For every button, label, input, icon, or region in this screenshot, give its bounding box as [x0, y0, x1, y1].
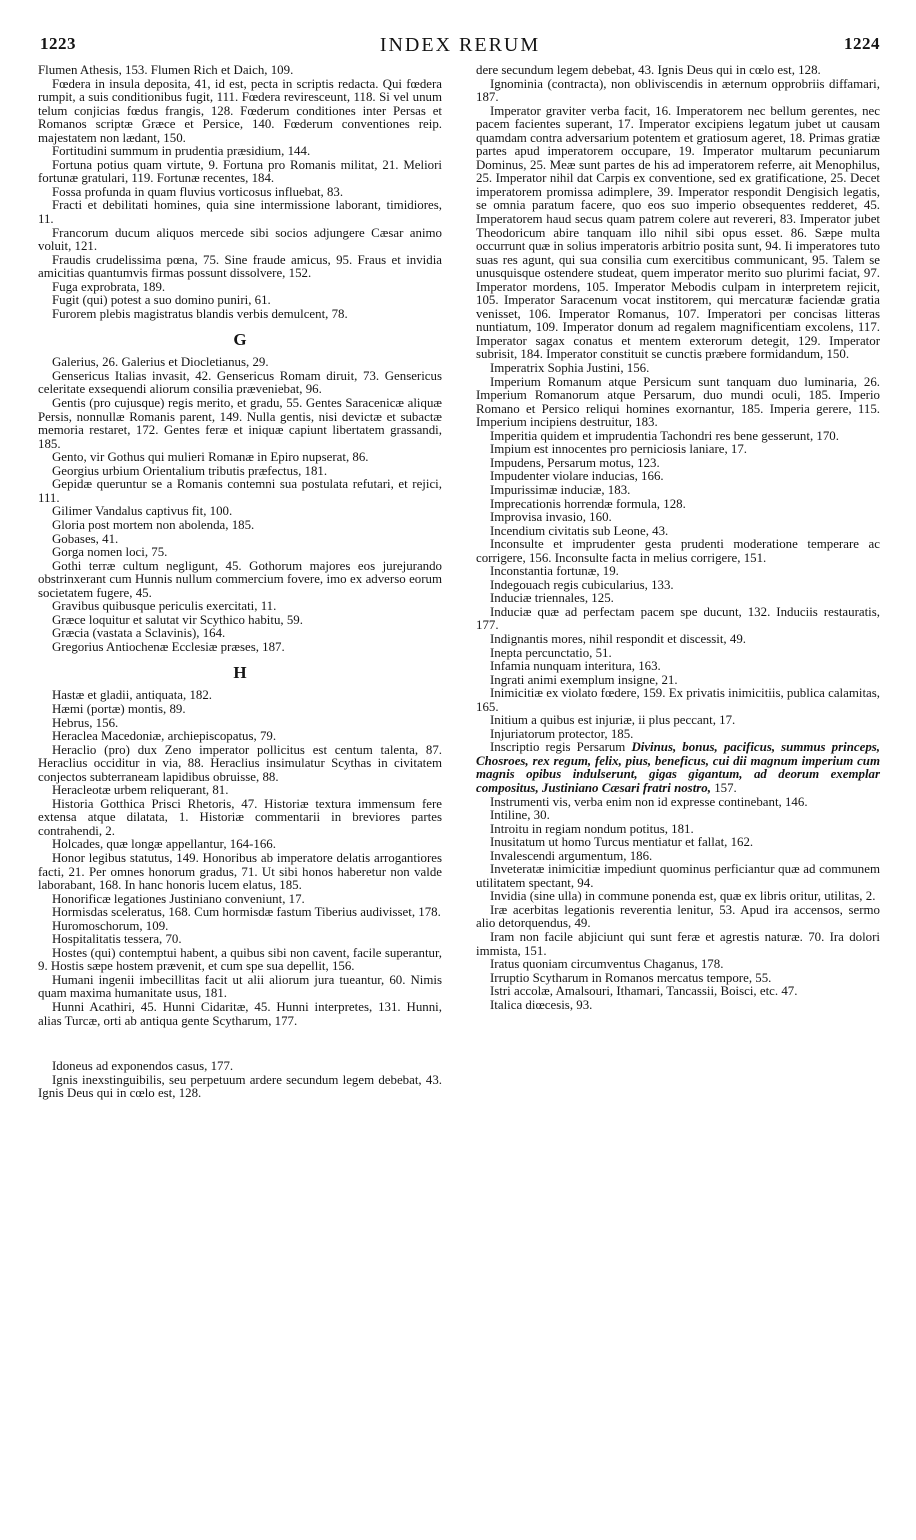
- index-entry: Invalescendi argumentum, 186.: [490, 848, 653, 863]
- index-entry: Hostes (qui) contemptui habent, a quibus sibi non cavent, facile superantur, 9. Hostis sæpe hostem prævenit, et cum spe sua depellit, 156.: [38, 945, 442, 974]
- index-entry: Holcades, quæ longæ appellantur, 164-166.: [52, 837, 276, 852]
- index-entry: Iræ acerbitas legationis reverentia lenitur, 53. Apud ira accensos, sermo alio detorquendus, 49.: [476, 902, 880, 931]
- index-entry: Imprecationis horrendæ formula, 128.: [490, 496, 686, 511]
- index-entry: Honorificæ legationes Justiniano conveniunt, 17.: [52, 891, 305, 906]
- index-entry: Incendium civitatis sub Leone, 43.: [490, 523, 669, 538]
- left-column: [38, 64, 442, 1101]
- index-entry: Hæmi (portæ) montis, 89.: [52, 701, 186, 716]
- index-entry: Inveteratæ inimicitiæ impediunt quominus perficiantur quæ ad communem utilitatem spectant, 94.: [476, 862, 880, 890]
- f-entries: [38, 64, 442, 321]
- index-entry: Ignominia (contracta), non obliviscendis in æternum opprobriis diffamari, 187.: [476, 76, 880, 105]
- index-entry: Fortuna potius quam virtute, 9. Fortuna pro Romanis militat, 21. Meliori fortunæ gratulari, 119. Fortunæ recentes, 184.: [38, 157, 442, 186]
- page-header: [40, 34, 880, 60]
- index-entry: Heraclea Macedoniæ, archiepiscopatus, 79.: [52, 729, 277, 744]
- index-entry: Heracleotæ urbem reliquerant, 81.: [52, 783, 229, 798]
- index-entry: Hebrus, 156.: [52, 715, 119, 730]
- index-entry: Flumen Athesis, 153. Flumen Rich et Daich, 109.: [38, 63, 294, 77]
- index-entry: Introitu in regiam nondum potitus, 181.: [490, 821, 694, 836]
- inscriptio-italic: Divinus, bonus, pacificus, summus princeps, Chosroes, rex regum, felix, pius, beneficus, cui dii magnum imperium cum magnis opibus indulserunt, gigas gigantum, ad deorum exemplar compositus, Justiniano Cæsari fratri nostro,: [476, 740, 881, 795]
- index-entry: Hormisdas sceleratus, 168. Cum hormisdæ fastum Tiberius audivisset, 178.: [52, 905, 441, 920]
- index-entry: Gregorius Antiochenæ Ecclesiæ præses, 187.: [52, 639, 285, 654]
- index-entry: Intiline, 30.: [490, 808, 550, 823]
- index-entry: Græcia (vastata a Sclavinis), 164.: [52, 626, 226, 641]
- index-entry: Italica diœcesis, 93.: [490, 997, 593, 1012]
- index-entry: Indignantis mores, nihil respondit et discessit, 49.: [490, 631, 746, 646]
- index-entry: Impudens, Persarum motus, 123.: [490, 455, 660, 470]
- index-entry: Georgius urbium Orientalium tributis præfectus, 181.: [52, 463, 328, 478]
- index-entry: Irruptio Scytharum in Romanos mercatus tempore, 55.: [490, 970, 772, 985]
- index-entry: Invidia (sine ulla) in commune ponenda est, quæ ex libris oritur, utilitas, 2.: [490, 889, 876, 904]
- index-entry: Iratus quoniam circumventus Chaganus, 178.: [490, 957, 724, 972]
- section-heading-h: H: [233, 663, 247, 683]
- index-entry: Impurissimæ induciæ, 183.: [490, 482, 631, 497]
- left-page-number: 1223: [40, 34, 76, 53]
- index-entry: Fracti et debilitati homines, quia sine intermissione laborant, timidiores, 11.: [38, 198, 442, 227]
- index-entry: Fraudis crudelissima pœna, 75. Sine fraude amicus, 95. Fraus et invidia amicitias quantumvis firmas possunt dissolvere, 152.: [38, 252, 442, 281]
- i-entries-start: [38, 1060, 442, 1101]
- index-entry: Impudenter violare inducias, 166.: [490, 469, 664, 484]
- index-entry: Istri accolæ, Amalsouri, Ithamari, Tancassii, Boisci, etc. 47.: [490, 984, 798, 999]
- index-entry: Fugit (qui) potest a suo domino puniri, 61.: [52, 293, 271, 308]
- inscriptio-entry: [476, 741, 880, 795]
- index-entry: Instrumenti vis, verba enim non id expresse continebant, 146.: [490, 794, 808, 809]
- index-entry: Improvisa invasio, 160.: [490, 510, 612, 525]
- index-entry: Gobases, 41.: [52, 531, 119, 546]
- continued-entry: dere secundum legem debebat, 43. Ignis Deus qui in cœlo est, 128.: [476, 63, 821, 77]
- page-title: INDEX RERUM: [379, 34, 541, 56]
- index-entry: Imperium Romanum atque Persicum sunt tanquam duo luminaria, 26. Imperium Romanorum atque Persarum, duo mundi oculi, 185. Imperio Romano et Persico reliqui homines exornantur, 185. Imperia gerere, 115. Imperium incipiens destruitur, 183.: [476, 374, 880, 430]
- index-entry: Ignis inexstinguibilis, seu perpetuum ardere secundum legem debebat, 43. Ignis Deus qui in cœlo est, 128.: [38, 1072, 442, 1101]
- index-entry: Fuga exprobrata, 189.: [52, 279, 166, 294]
- index-entry: Honor legibus statutus, 149. Honoribus ab imperatore delatis arrogantiores facti, 21. Per omnes honorum gradus, 71. Ut sibi honos haberetur non valde laborabant, 168. In hanc honoris lucem elatus, 185.: [38, 850, 442, 893]
- index-entry: Furorem plebis magistratus blandis verbis demulcent, 78.: [52, 306, 348, 321]
- inscriptio-page: 157.: [714, 780, 737, 795]
- index-entry: Hastæ et gladii, antiquata, 182.: [52, 688, 213, 703]
- index-entry: Iram non facile abjiciunt qui sunt feræ et agrestis naturæ. 70. Ira dolori immista, 151.: [476, 930, 880, 958]
- index-entry: Fœdera in insula deposita, 41, id est, pecta in scriptis redacta. Qui fœdera rumpit, a suis conditionibus fugit, 111. Fœdera reviresceunt, 118. Si vel unum telum conjicias fœdus frangis, 128. Fœderum conditiones inter Persas et Romanos scriptæ Græce et Persice, 140. Fœderum conventiones reip. majestatem non lædant, 150.: [38, 76, 442, 145]
- index-entry: Humani ingenii imbecillitas facit ut alii aliorum jura tueantur, 60. Nimis quam maxima humanitate usus, 181.: [38, 972, 442, 1001]
- index-entry: Inusitatum ut homo Turcus mentiatur et fallat, 162.: [490, 835, 754, 850]
- index-entry: Infamia nunquam interitura, 163.: [490, 659, 661, 674]
- index-entry: Idoneus ad exponendos casus, 177.: [52, 1059, 234, 1074]
- index-entry: Imperitia quidem et imprudentia Tachondri res bene gesserunt, 170.: [490, 428, 839, 443]
- index-entry: Græce loquitur et salutat vir Scythico habitu, 59.: [52, 612, 303, 627]
- index-entry: Initium a quibus est injuriæ, ii plus peccant, 17.: [490, 713, 736, 728]
- index-entry: Gothi terræ cultum negligunt, 45. Gothorum majores eos jurejurando obstrinxerant cum Hunnis nullum commercium fovere, imo ex adverso eorum societatem fugere, 45.: [38, 558, 442, 600]
- index-entry: Heraclio (pro) dux Zeno imperator pollicitus est centum talenta, 87. Heraclius occiditur in via, 88. Heraclius insimulatur Scythas in civitatem conjectos subterraneam lapidibus obruisse, 88.: [38, 742, 442, 784]
- index-entry: Ingrati animi exemplum insigne, 21.: [490, 672, 678, 687]
- index-entry: Inconstantia fortunæ, 19.: [490, 564, 619, 579]
- index-entry: Impium est innocentes pro perniciosis laniare, 17.: [490, 442, 748, 457]
- index-entry: Gloria post mortem non abolenda, 185.: [52, 517, 255, 532]
- index-entry: Hospitalitatis tessera, 70.: [52, 932, 182, 947]
- index-entry: Induciæ quæ ad perfectam pacem spe ducunt, 132. Induciis restauratis, 177.: [476, 604, 880, 633]
- g-entries: [38, 356, 442, 654]
- index-entry: Gilimer Vandalus captivus fit, 100.: [52, 504, 233, 519]
- index-entry: Gravibus quibusque periculis exercitati, 11.: [52, 599, 277, 614]
- inscriptio-lead: Inscriptio regis Persarum: [490, 740, 626, 755]
- section-heading-g: G: [233, 330, 247, 350]
- index-entry: Galerius, 26. Galerius et Diocletianus, 29.: [52, 355, 269, 370]
- column-gap: [38, 1028, 442, 1060]
- index-entry: Francorum ducum aliquos mercede sibi socios adjungere Cæsar animo voluit, 121.: [38, 225, 442, 254]
- index-entry: Fortitudini summum in prudentia præsidium, 144.: [52, 144, 311, 159]
- index-entry: Gepidæ queruntur se a Romanis contemni sua postulata refutari, et rejici, 111.: [38, 477, 442, 505]
- index-entry: Inconsulte et imprudenter gesta prudenti moderatione temperare ac corrigere, 156. Inconsulte facta in melius corrigere, 151.: [476, 537, 880, 565]
- index-entry: Indegouach regis cubicularius, 133.: [490, 577, 674, 592]
- right-column: [476, 64, 880, 1012]
- h-entries: [38, 689, 442, 1028]
- index-entry: Gentis (pro cujusque) regis merito, et gradu, 55. Gentes Saracenicæ aliquæ Persis, nonnullæ Romanis parent, 149. Nulla gentis, nisi devictæ et subactæ memoria restaret, 172. Gentes feræ et iniquæ capiunt libertatem grassandi, 185.: [38, 396, 442, 451]
- index-entry: Fossa profunda in quam fluvius vorticosus influebat, 83.: [52, 184, 344, 199]
- index-entry: Inepta percunctatio, 51.: [490, 645, 612, 660]
- index-entry: Gensericus Italias invasit, 42. Gensericus Romam diruit, 73. Gensericus celeritate exsequendi aliorum consilia præveniebat, 96.: [38, 368, 442, 397]
- index-entry: Gento, vir Gothus qui mulieri Romanæ in Epiro nupserat, 86.: [52, 450, 369, 465]
- index-entry: Huromoschorum, 109.: [52, 918, 169, 933]
- right-page-number: 1224: [844, 34, 880, 53]
- index-entry: Gorga nomen loci, 75.: [52, 545, 168, 560]
- index-entry: Historia Gotthica Prisci Rhetoris, 47. Historiæ textura immensum fere extensa atque dilatata, 1. Historiæ commentarii in breviores partes contrahendi, 2.: [38, 796, 442, 838]
- index-entry: Injuriatorum protector, 185.: [490, 726, 634, 741]
- index-entry: Hunni Acathiri, 45. Hunni Cidaritæ, 45. Hunni interpretes, 131. Hunni, alias Turcæ, orti ab antiqua gente Scytharum, 177.: [38, 1000, 442, 1028]
- index-entry: Imperator graviter verba facit, 16. Imperatorem nec bellum gerentes, nec pacem facientes superant, 17. Imperator excipiens legatum jubet ut causam quamdam contra adversarium potentem et gratiosum ageret, 18. Primas gratiæ partes apud imperatorem occupare, 19. Imperator multarum pecuniarum Dominus, 25. Meæ sunt partes de his ad imperatorem referre, ait Menophilus, 25. Imperator nihil dat Carpis ex conventione, sed ex gratificatione, 25. Decet imperatorem promissa adimplere, 39. Imperator respondit Dengisich legatis, se omnia paratum facere, quo eos suo imperio obsequentes redderet, 45. Imperatorem haud secus quam patrem colere aut revereri, 83. Imperator jubet Theodoricum abire tanquam illo nihil sibi opus esset. 86. Sæpe multa occurrunt quæ in solius imperatoris arbitrio posita sunt, 94. Ii imperatores tuto suas res agunt, qui sua consilia cum exercitibus communicant, 95. Talem se unusquisque ostendere studeat, quem imperator merito suo plurimi faciat, 97. Imperator mordens, 105. Imperator Mebodis culpam in interpretem rejicit, 105. Imperator Saracenum vocat institorem, qui mercaturæ faciendæ gratia venisset, 106. Imperator Romanus, 107. Imperatori per concisas litteras nuntiatum, 109. Imperator donum ad regalem magnificentiam excolens, 117. Imperator sagax conatus et mentem exterorum detegit, 129. Imperator subrisit, 184. Imperator constituit se cunctis præbere formidandum, 150.: [476, 103, 880, 362]
- index-entry: Inimicitiæ ex violato fœdere, 159. Ex privatis inimicitiis, publica calamitas, 165.: [476, 686, 880, 714]
- index-entry: Imperatrix Sophia Justini, 156.: [490, 361, 650, 376]
- index-entry: Induciæ triennales, 125.: [490, 591, 614, 606]
